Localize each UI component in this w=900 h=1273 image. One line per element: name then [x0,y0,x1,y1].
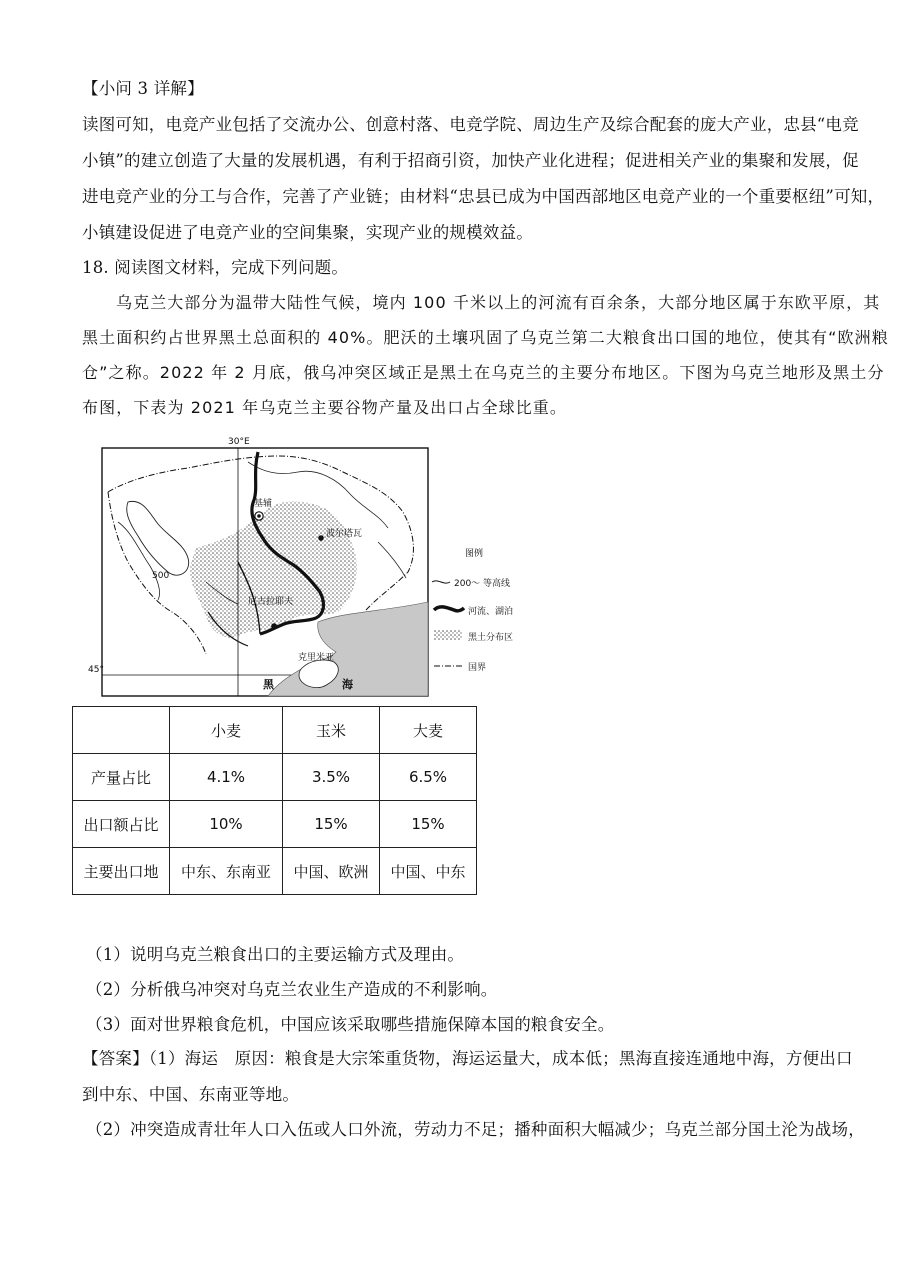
table-cell: 中东、东南亚 [170,848,283,895]
material-line: 仓”之称。2022 年 2 月底，俄乌冲突区域正是黑土在乌克兰的主要分布地区。下图为乌克兰地形及黑土分 [82,363,885,382]
table-cell: 10% [170,801,283,848]
city-kyiv-label: 基辅 [254,499,273,509]
question-item: （2）分析俄乌冲突对乌克兰农业生产造成的不利影响。 [86,980,498,999]
table-cell: 3.5% [283,754,380,801]
black-soil-area [190,501,357,637]
analysis-line: 读图可知，电竞产业包括了交流办公、创意村落、电竞学院、周边生产及综合配套的庞大产业，忠县“电竞 [82,115,859,134]
sea-label-hai: 海 [342,678,353,691]
table-header-row [73,707,477,754]
analysis-line: 小镇建设促进了电竞产业的空间集聚，实现产业的规模效益。 [82,223,533,242]
legend-item: 河流、湖泊 [468,607,514,617]
answer-line: 【答案】（1）海运 原因：粮食是大宗笨重货物，海运运量大，成本低；黑海直接连通地中海，方便出口 [82,1049,853,1068]
legend-item: 国界 [468,663,487,673]
table-header-cell: 小麦 [170,707,283,754]
legend-item: 黑土分布区 [468,633,514,643]
city-poltava-label: 波尔塔瓦 [326,529,363,539]
city-mykolaiv-label: 尼古拉耶夫 [248,597,294,607]
contour-line [118,522,160,600]
contour-500-label: 500 [152,571,170,581]
lon-label: 30°E [228,437,250,447]
answer-line: 到中东、中国、东南亚等地。 [82,1085,300,1104]
legend-soil-swatch [434,630,462,640]
table-header-cell: 大麦 [380,707,477,754]
sea-label-black: 黑 [263,678,274,691]
legend-item: 200～ 等高线 [454,579,511,589]
table-header-cell: 玉米 [283,707,380,754]
legend-contour-swatch [432,581,450,583]
grain-table [72,706,477,895]
contour-500 [127,501,189,575]
table-cell: 出口额占比 [73,801,170,848]
analysis-line: 进电竞产业的分工与合作，完善了产业链；由材料“忠县已成为中国西部地区电竞产业的一个重要枢纽”可知， [82,187,885,206]
table-cell: 6.5% [380,754,477,801]
ukraine-map [88,432,488,700]
table-row [73,848,477,895]
material-line: 布图，下表为 2021 年乌克兰主要谷物产量及出口占全球比重。 [82,398,567,417]
table-header-cell [73,707,170,754]
legend-river-swatch [434,607,464,611]
table-row [73,754,477,801]
question-item: （1）说明乌克兰粮食出口的主要运输方式及理由。 [86,945,465,964]
table-cell: 主要出口地 [73,848,170,895]
mykolaiv-marker [271,623,277,629]
answer-line: （2）冲突造成青壮年人口入伍或人口外流，劳动力不足；播种面积大幅减少；乌克兰部分国土沦为战场， [86,1120,865,1139]
table-cell: 中国、欧洲 [283,848,380,895]
question-title: 18. 阅读图文材料，完成下列问题。 [82,258,349,277]
contour-line [378,542,406,578]
table-cell: 产量占比 [73,754,170,801]
analysis-line: 小镇”的建立创造了大量的发展机遇，有利于招商引资，加快产业化进程；促进相关产业的集聚和发展，促 [82,151,859,170]
material-line: 乌克兰大部分为温带大陆性气候，境内 100 千米以上的河流有百余条，大部分地区属于东欧平原，其 [116,293,881,312]
material-line: 黑土面积约占世界黑土总面积的 40%。肥沃的土壤巩固了乌克兰第二大粮食出口国的地位，使其有“欧洲粮 [82,328,889,347]
poltava-marker [318,535,324,541]
table-cell: 15% [380,801,477,848]
map-legend [430,570,560,700]
lat-label: 45° [88,665,104,675]
crimea-label: 克里米亚 [298,653,335,663]
table-cell: 中国、中东 [380,848,477,895]
legend-title: 图例 [465,549,484,559]
table-row [73,801,477,848]
section-header: 【小问 3 详解】 [82,79,204,98]
table-cell: 15% [283,801,380,848]
table-cell: 4.1% [170,754,283,801]
question-item: （3）面对世界粮食危机，中国应该采取哪些措施保障本国的粮食安全。 [86,1015,615,1034]
